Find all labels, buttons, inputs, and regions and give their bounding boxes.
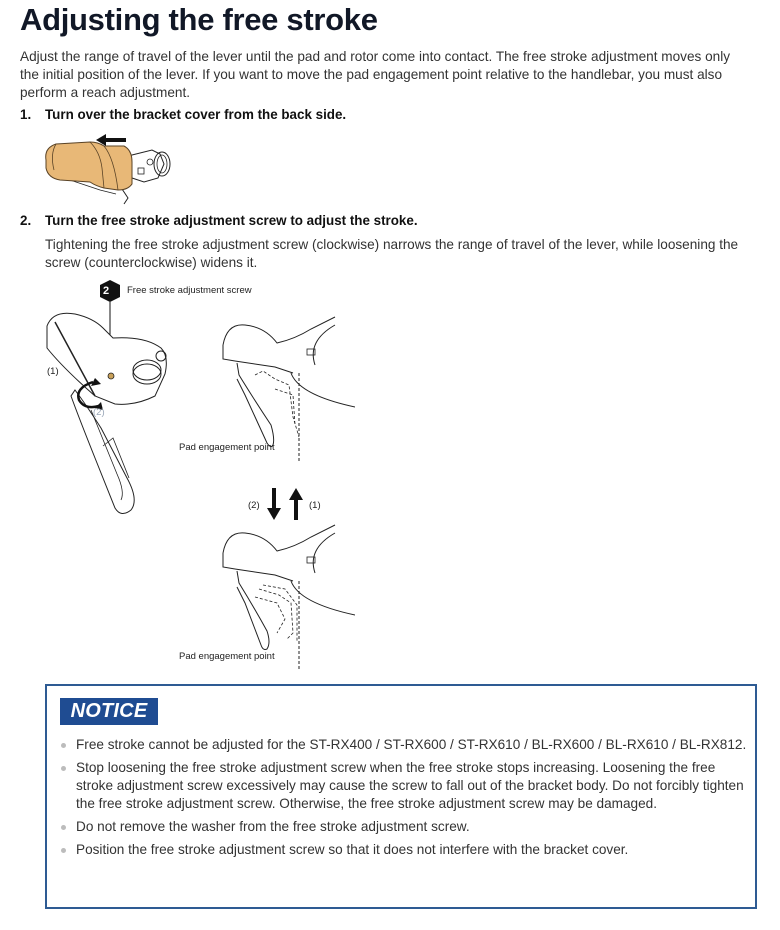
bullet-icon — [61, 848, 66, 853]
notice-item — [59, 759, 749, 813]
notice-item-text: Free stroke cannot be adjusted for the ST-RX400 / ST-RX600 / ST-RX610 / BL-RX600 / BL-RX610 / BL-RX812. — [76, 737, 747, 752]
notice-box — [45, 684, 757, 909]
page-title: Adjusting the free stroke — [20, 2, 378, 37]
notice-badge: NOTICE — [60, 698, 158, 725]
arrow-down-icon — [267, 488, 281, 520]
intro-paragraph: Adjust the range of travel of the lever until the pad and rotor come into contact. The free stroke adjustment moves only the initial position of the lever. If you want to move the pad engagement point relative to the handlebar, you must also perform a reach adjustment. — [20, 49, 731, 100]
notice-item — [59, 841, 749, 859]
step-2-text: Turn the free stroke adjustment screw to adjust the stroke. — [45, 213, 418, 228]
notice-item-text: Position the free stroke adjustment screw so that it does not interfere with the bracket cover. — [76, 842, 629, 857]
rotation-label-2: (2) — [93, 407, 105, 418]
arrow-up-label: (1) — [309, 500, 321, 511]
notice-list — [59, 736, 749, 864]
notice-item — [59, 736, 749, 754]
bullet-icon — [61, 766, 66, 771]
pad-engagement-label-top: Pad engagement point — [179, 442, 275, 453]
callout-text: Free stroke adjustment screw — [127, 285, 252, 296]
arrow-up-icon — [289, 488, 303, 520]
lever-screw-illustration — [35, 278, 185, 523]
step-1-text: Turn over the bracket cover from the back side. — [45, 107, 347, 122]
notice-item-text: Stop loosening the free stroke adjustment screw when the free stroke stops increasing. Loosening the free stroke adjustment screw excessively may cause the screw to fall out of the bracket body. Do not forcibly tighten the free stroke adjustment screw. Otherwise, the free stroke adjustment screw may be damaged. — [76, 760, 744, 811]
bullet-icon — [61, 743, 66, 748]
pad-engagement-label-bottom: Pad engagement point — [179, 651, 275, 662]
step-2-body: Tightening the free stroke adjustment screw (clockwise) narrows the range of travel of the lever, while loosening the screw (counterclockwise) widens it. — [45, 237, 739, 270]
step-1-heading — [20, 107, 346, 122]
callout-number-label: 2 — [103, 285, 110, 297]
bullet-icon — [61, 825, 66, 830]
step-2-number: 2. — [20, 213, 32, 228]
bracket-cover-illustration — [40, 128, 175, 208]
step-1-number: 1. — [20, 107, 32, 122]
notice-item-text: Do not remove the washer from the free stroke adjustment screw. — [76, 819, 470, 834]
arrow-down-label: (2) — [248, 500, 260, 511]
rotation-label-1: (1) — [47, 366, 59, 377]
step-2-heading — [20, 213, 418, 228]
notice-item — [59, 818, 749, 836]
